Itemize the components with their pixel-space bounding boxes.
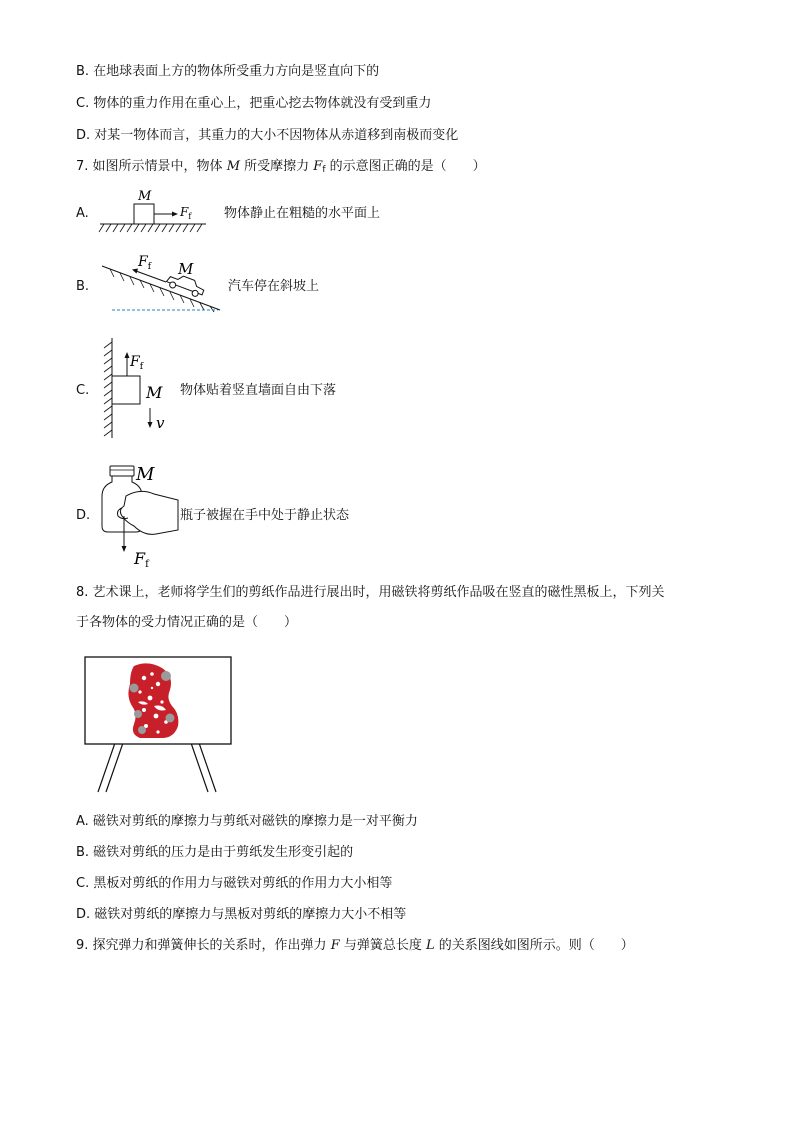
q7-option-b-caption: 汽车停在斜坡上	[228, 279, 320, 294]
force-label: Ff	[134, 549, 149, 570]
q9-stem-length: L	[426, 938, 435, 953]
q7-stem-force-sub: f	[322, 165, 326, 175]
q7-option-b-letter: B.	[76, 279, 90, 294]
q9-stem-force: F	[330, 938, 340, 953]
q7-stem-pre: 7. 如图所示情景中，物体	[76, 159, 223, 174]
q8-option-b: B. 磁铁对剪纸的压力是由于剪纸发生形变引起的	[76, 845, 354, 860]
q7-option-c-caption: 物体贴着竖直墙面自由下落	[180, 383, 337, 398]
mass-label: M	[138, 189, 152, 204]
q7-stem-mass: M	[226, 159, 240, 174]
q7-option-a-caption: 物体静止在粗糙的水平面上	[224, 206, 381, 221]
block	[112, 376, 140, 404]
q9-stem-post: 的关系图线如图所示。则（ ）	[438, 938, 634, 953]
arrowhead	[172, 212, 178, 217]
bottle-cap	[110, 466, 134, 476]
q7-option-d-figure	[96, 460, 180, 572]
force-label: $F_f$	[180, 205, 192, 221]
velocity-label: v	[156, 414, 165, 432]
mass-label: M	[178, 260, 194, 278]
q7-option-a-figure	[96, 186, 212, 236]
q7-stem-mid: 所受摩擦力	[244, 159, 310, 174]
q7-option-d-caption: 瓶子被握在手中处于静止状态	[180, 508, 350, 523]
q8-option-d: D. 磁铁对剪纸的摩擦力与黑板对剪纸的摩擦力大小不相等	[76, 907, 407, 922]
q8-option-a: A. 磁铁对剪纸的摩擦力与剪纸对磁铁的摩擦力是一对平衡力	[76, 814, 418, 829]
q6-option-d: D. 对某一物体而言，其重力的大小不因物体从赤道移到南极而变化	[76, 128, 459, 143]
q7-option-c-letter: C.	[76, 383, 90, 398]
force-label: $F_f$	[138, 254, 152, 272]
block	[134, 204, 154, 224]
arrowhead	[148, 422, 153, 428]
q6-option-b: B. 在地球表面上方的物体所受重力方向是竖直向下的	[76, 64, 380, 79]
q7-option-a-letter: A.	[76, 206, 89, 221]
mass-label: M	[146, 383, 163, 402]
q7-option-b-figure	[96, 252, 224, 314]
q7-stem-post: 的示意图正确的是（ ）	[329, 159, 486, 174]
q7-option-c-figure	[96, 336, 176, 440]
mass-label: M	[136, 464, 155, 485]
arrowhead	[122, 546, 127, 552]
slope-line	[102, 266, 220, 310]
ground-hatching	[99, 224, 202, 232]
q7-stem	[76, 158, 486, 179]
q8-option-c: C. 黑板对剪纸的作用力与磁铁对剪纸的作用力大小相等	[76, 876, 393, 891]
q6-option-c: C. 物体的重力作用在重心上，把重心挖去物体就没有受到重力	[76, 96, 432, 111]
easel-leg-left	[98, 740, 116, 792]
arrowhead	[125, 352, 130, 358]
q9-stem	[76, 937, 634, 955]
wall-hatching	[104, 342, 112, 436]
q8-stem-line2: 于各物体的受力情况正确的是（ ）	[76, 615, 298, 630]
q7-stem-force: F	[313, 159, 323, 174]
q9-stem-pre: 9. 探究弹力和弹簧伸长的关系时，作出弹力	[76, 938, 327, 953]
easel-leg-right	[190, 740, 208, 792]
q9-stem-mid: 与弹簧总长度	[343, 938, 422, 953]
q8-stem-line1: 8. 艺术课上，老师将学生们的剪纸作品进行展出时，用磁铁将剪纸作品吸在竖直的磁性黑板上，下列关	[76, 585, 665, 600]
force-label: $F_f$	[130, 354, 144, 372]
q7-option-d-letter: D.	[76, 508, 91, 523]
q8-easel-figure	[82, 654, 234, 796]
